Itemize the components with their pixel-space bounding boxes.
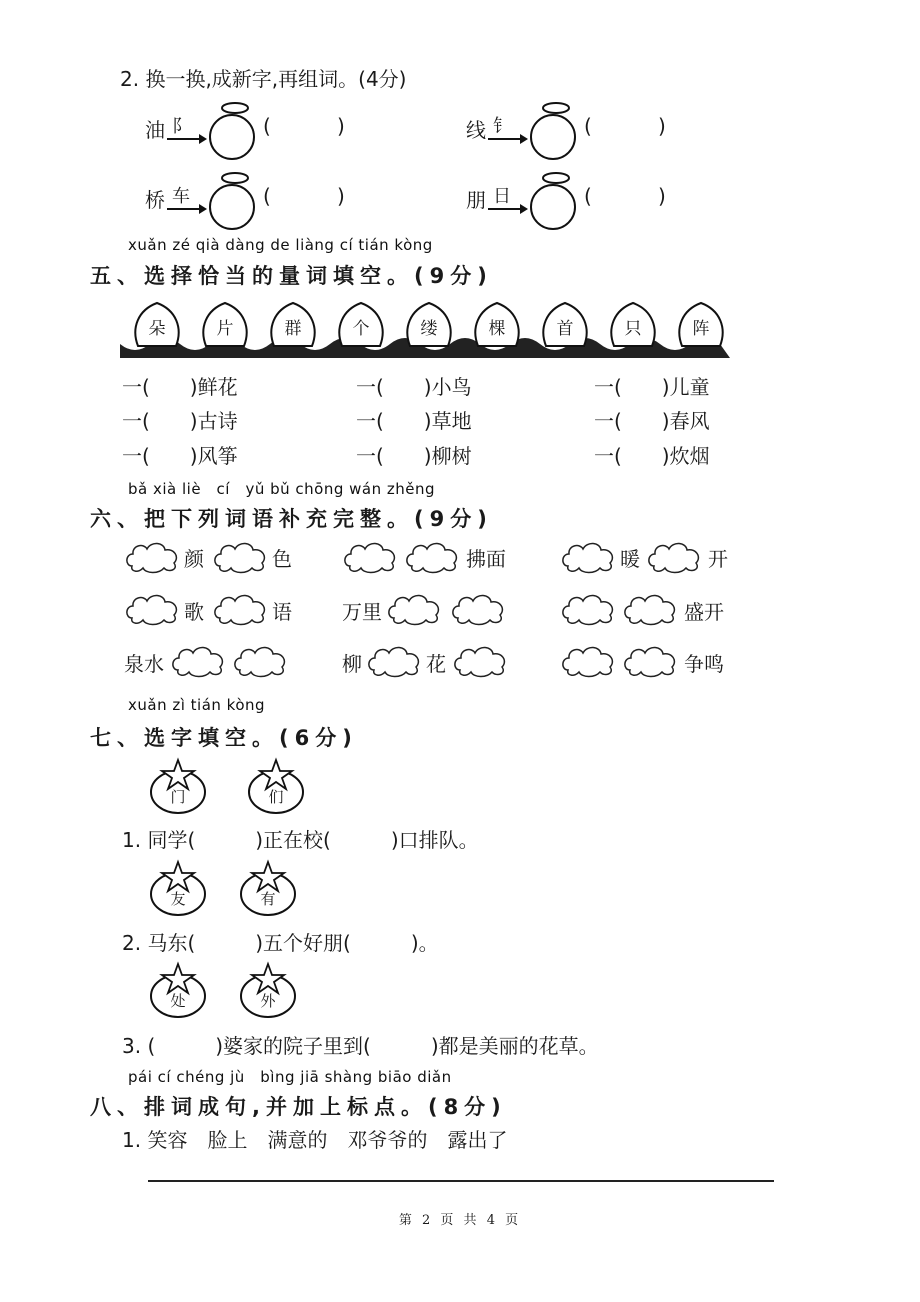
sentence-2[interactable]: 2. 马东( )五个好朋( )。 <box>122 931 439 955</box>
cloud-input-icon[interactable] <box>124 540 182 574</box>
word-chars: 泉水 <box>124 652 164 676</box>
apple-circle-icon[interactable] <box>526 170 580 232</box>
char-label: 门 <box>170 788 186 806</box>
section6-pinyin: bǎ xià liè cí yǔ bǔ chōng wán zhěng <box>128 480 436 498</box>
leaf-option-5[interactable] <box>400 300 462 358</box>
cloud-input-icon[interactable] <box>124 592 182 626</box>
char-option-wai[interactable] <box>238 960 300 1020</box>
leaf-label: 个 <box>352 319 370 339</box>
swap-base-char: 油 <box>145 118 165 142</box>
swap-component: 车 <box>172 186 190 207</box>
cloud-input-icon[interactable] <box>622 592 680 626</box>
sentence-3[interactable]: 3. ( )婆家的院子里到( )都是美丽的花草。 <box>122 1034 599 1058</box>
leaf-label: 棵 <box>488 319 506 339</box>
arrow-icon <box>167 138 205 140</box>
cloud-input-icon[interactable] <box>560 592 618 626</box>
swap-title: 2. 换一换,成新字,再组词。(4分) <box>120 67 407 91</box>
fill-item[interactable]: 一( )春风 <box>594 409 710 433</box>
word-char: 花 <box>426 652 446 676</box>
leaf-option-1[interactable] <box>128 300 190 358</box>
section8-title: 八、排词成句,并加上标点。(8分) <box>90 1095 507 1119</box>
fill-item[interactable]: 一( )鲜花 <box>122 375 238 399</box>
answer-paren-open[interactable]: ( <box>584 114 592 138</box>
fill-item[interactable]: 一( )柳树 <box>356 444 472 468</box>
cloud-input-icon[interactable] <box>232 644 290 678</box>
section7-pinyin: xuǎn zì tián kòng <box>128 696 266 714</box>
char-label: 处 <box>170 992 186 1010</box>
cloud-input-icon[interactable] <box>560 540 618 574</box>
section8-pinyin: pái cí chéng jù bìng jiā shàng biāo diǎn <box>128 1068 452 1086</box>
word-char: 歌 <box>184 600 204 624</box>
leaf-option-2[interactable] <box>196 300 258 358</box>
char-option-men2[interactable] <box>246 756 308 816</box>
cloud-input-icon[interactable] <box>366 644 424 678</box>
char-label: 外 <box>260 992 276 1010</box>
cloud-input-icon[interactable] <box>342 540 400 574</box>
arrow-icon <box>167 208 205 210</box>
cloud-input-icon[interactable] <box>450 592 508 626</box>
char-label: 有 <box>260 890 276 908</box>
swap-component: 钅 <box>493 116 511 137</box>
fill-item[interactable]: 一( )炊烟 <box>594 444 710 468</box>
leaf-label: 只 <box>624 319 642 339</box>
leaf-label: 群 <box>284 319 302 339</box>
swap-component: 阝 <box>172 116 190 137</box>
leaf-label: 片 <box>216 319 234 339</box>
leaf-label: 阵 <box>692 319 710 339</box>
apple-circle-icon[interactable] <box>205 100 259 162</box>
swap-component: 日 <box>493 186 511 207</box>
swap-base-char: 线 <box>466 118 486 142</box>
cloud-input-icon[interactable] <box>386 592 444 626</box>
swap-base-char: 桥 <box>145 188 165 212</box>
cloud-input-icon[interactable] <box>646 540 704 574</box>
word-chars: 万里 <box>342 600 382 624</box>
page-footer: 第 2 页 共 4 页 <box>398 1213 522 1228</box>
char-label: 友 <box>170 890 186 908</box>
fill-item[interactable]: 一( )小鸟 <box>356 375 472 399</box>
fill-item[interactable]: 一( )儿童 <box>594 375 710 399</box>
section7-title: 七、选字填空。(6分) <box>90 726 358 750</box>
leaf-option-7[interactable] <box>536 300 598 358</box>
char-option-men[interactable] <box>148 756 210 816</box>
char-option-you2[interactable] <box>238 858 300 918</box>
leaf-label: 朵 <box>148 319 166 339</box>
word-char: 颜 <box>184 547 204 571</box>
leaf-label: 首 <box>556 319 574 339</box>
sentence-1[interactable]: 1. 同学( )正在校( )口排队。 <box>122 828 479 852</box>
arrow-icon <box>488 138 526 140</box>
cloud-input-icon[interactable] <box>170 644 228 678</box>
char-option-you[interactable] <box>148 858 210 918</box>
word-char: 语 <box>272 600 292 624</box>
leaf-option-8[interactable] <box>604 300 666 358</box>
swap-base-char: 朋 <box>466 188 486 212</box>
word-chars: 盛开 <box>684 600 724 624</box>
cloud-input-icon[interactable] <box>622 644 680 678</box>
fill-item[interactable]: 一( )古诗 <box>122 409 238 433</box>
leaf-option-4[interactable] <box>332 300 394 358</box>
cloud-input-icon[interactable] <box>404 540 462 574</box>
word-char: 暖 <box>620 547 640 571</box>
word-char: 色 <box>272 547 292 571</box>
answer-paren-close: ) <box>337 114 345 138</box>
leaf-option-6[interactable] <box>468 300 530 358</box>
answer-paren-open[interactable]: ( <box>263 114 271 138</box>
cloud-input-icon[interactable] <box>560 644 618 678</box>
section5-pinyin: xuǎn zé qià dàng de liàng cí tián kòng <box>128 236 433 254</box>
answer-paren-open[interactable]: ( <box>584 184 592 208</box>
apple-circle-icon[interactable] <box>526 100 580 162</box>
fill-item[interactable]: 一( )草地 <box>356 409 472 433</box>
char-option-chu[interactable] <box>148 960 210 1020</box>
fill-item[interactable]: 一( )风筝 <box>122 444 238 468</box>
word-chars: 拂面 <box>466 547 506 571</box>
reorder-question-1: 1. 笑容 脸上 满意的 邓爷爷的 露出了 <box>122 1128 508 1152</box>
answer-paren-close: ) <box>658 114 666 138</box>
leaf-option-3[interactable] <box>264 300 326 358</box>
section5-title: 五、选择恰当的量词填空。(9分) <box>90 264 493 288</box>
answer-paren-close: ) <box>658 184 666 208</box>
cloud-input-icon[interactable] <box>212 592 270 626</box>
leaf-label: 缕 <box>420 319 438 339</box>
word-char: 柳 <box>342 652 362 676</box>
answer-paren-open[interactable]: ( <box>263 184 271 208</box>
answer-line[interactable] <box>148 1180 774 1182</box>
leaf-option-9[interactable] <box>672 300 734 358</box>
apple-circle-icon[interactable] <box>205 170 259 232</box>
cloud-input-icon[interactable] <box>212 540 270 574</box>
arrow-icon <box>488 208 526 210</box>
answer-paren-close: ) <box>337 184 345 208</box>
char-label: 们 <box>268 788 284 806</box>
cloud-input-icon[interactable] <box>452 644 510 678</box>
word-chars: 争鸣 <box>684 652 724 676</box>
section6-title: 六、把下列词语补充完整。(9分) <box>90 507 493 531</box>
word-char: 开 <box>708 547 728 571</box>
